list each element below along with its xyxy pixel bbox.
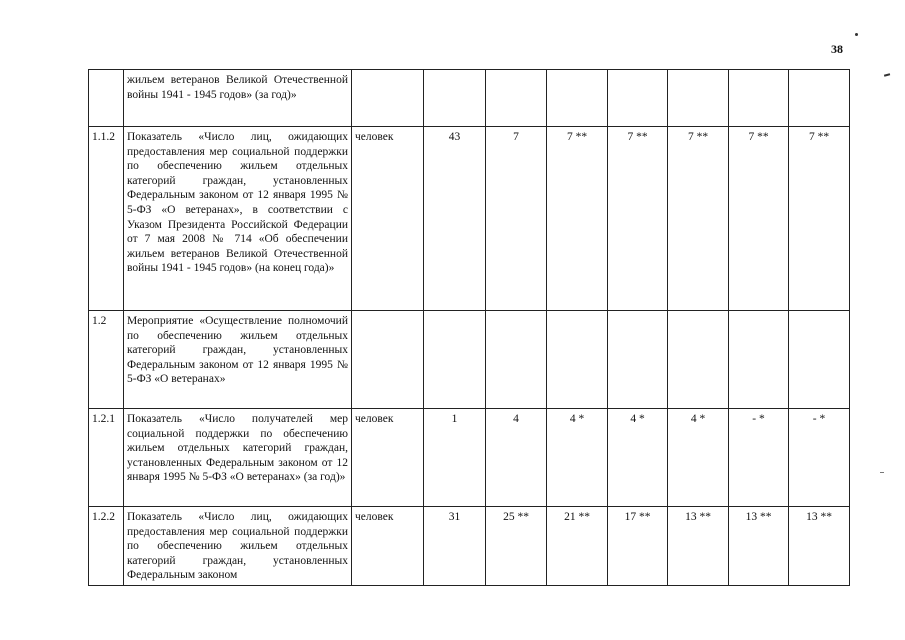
row-number [89,70,124,127]
row-value: 4 * [547,409,608,507]
row-unit [352,311,424,409]
page-number: 38 [831,42,843,56]
table-row [89,311,850,409]
row-value [424,70,486,127]
row-value: 13 ** [729,507,789,586]
row-value [729,70,789,127]
row-description: Показатель «Число лиц, ожидающих предоставления мер социальной поддержки по обеспечению жильем отдельных категорий граждан, установленных Федеральным законом [124,507,352,586]
row-value [424,311,486,409]
row-unit: человек [352,409,424,507]
row-number: 1.2.2 [89,507,124,586]
row-value [608,311,668,409]
row-value: 4 * [668,409,729,507]
table-row [89,409,850,507]
row-value: 21 ** [547,507,608,586]
table-row [89,507,850,586]
row-value [486,311,547,409]
row-value [547,70,608,127]
row-unit [352,70,424,127]
row-value: 17 ** [608,507,668,586]
row-value [729,311,789,409]
row-number: 1.2.1 [89,409,124,507]
row-value: 1 [424,409,486,507]
row-value: 7 [486,127,547,311]
row-value: 7 ** [547,127,608,311]
row-value: 43 [424,127,486,311]
row-value: 7 ** [608,127,668,311]
row-value [668,311,729,409]
table-row [89,127,850,311]
row-value: 31 [424,507,486,586]
row-unit: человек [352,127,424,311]
row-value [789,70,850,127]
scan-speck [880,472,884,473]
row-value: 7 ** [789,127,850,311]
row-value: 4 * [608,409,668,507]
row-value: 4 [486,409,547,507]
indicator-table [88,69,850,586]
row-value: - * [789,409,850,507]
row-value: 13 ** [668,507,729,586]
scan-speck [884,73,890,76]
row-value: - * [729,409,789,507]
row-value: 25 ** [486,507,547,586]
row-value [547,311,608,409]
row-value: 7 ** [729,127,789,311]
table-row [89,70,850,127]
row-value: 13 ** [789,507,850,586]
row-value [486,70,547,127]
row-description: Мероприятие «Осуществление полномочий по обеспечению жильем отдельных категорий граждан, установленных Федеральным законом от 12 января 1995 № 5-ФЗ «О ветеранах» [124,311,352,409]
scan-speck [855,33,858,36]
row-description: жильем ветеранов Великой Отечественной войны 1941 - 1945 годов» (за год)» [124,70,352,127]
row-value [608,70,668,127]
row-value [668,70,729,127]
row-value: 7 ** [668,127,729,311]
row-value [789,311,850,409]
row-unit: человек [352,507,424,586]
row-description: Показатель «Число получателей мер социальной поддержки по обеспечению жильем отдельных категорий граждан, установленных Федеральным законом от 12 января 1995 № 5-ФЗ «О ветеранах» (за год)» [124,409,352,507]
row-description: Показатель «Число лиц, ожидающих предоставления мер социальной поддержки по обеспечению жильем отдельных категорий граждан, установленных Федеральным законом от 12 января 1995 № 5-ФЗ «О ветеранах», в соответствии с Указом Президента Российской Федерации от 7 мая 2008 № 714 «Об обеспечении жильем ветеранов Великой Отечественной войны 1941 - 1945 годов» (на конец года)» [124,127,352,311]
row-number: 1.2 [89,311,124,409]
row-number: 1.1.2 [89,127,124,311]
